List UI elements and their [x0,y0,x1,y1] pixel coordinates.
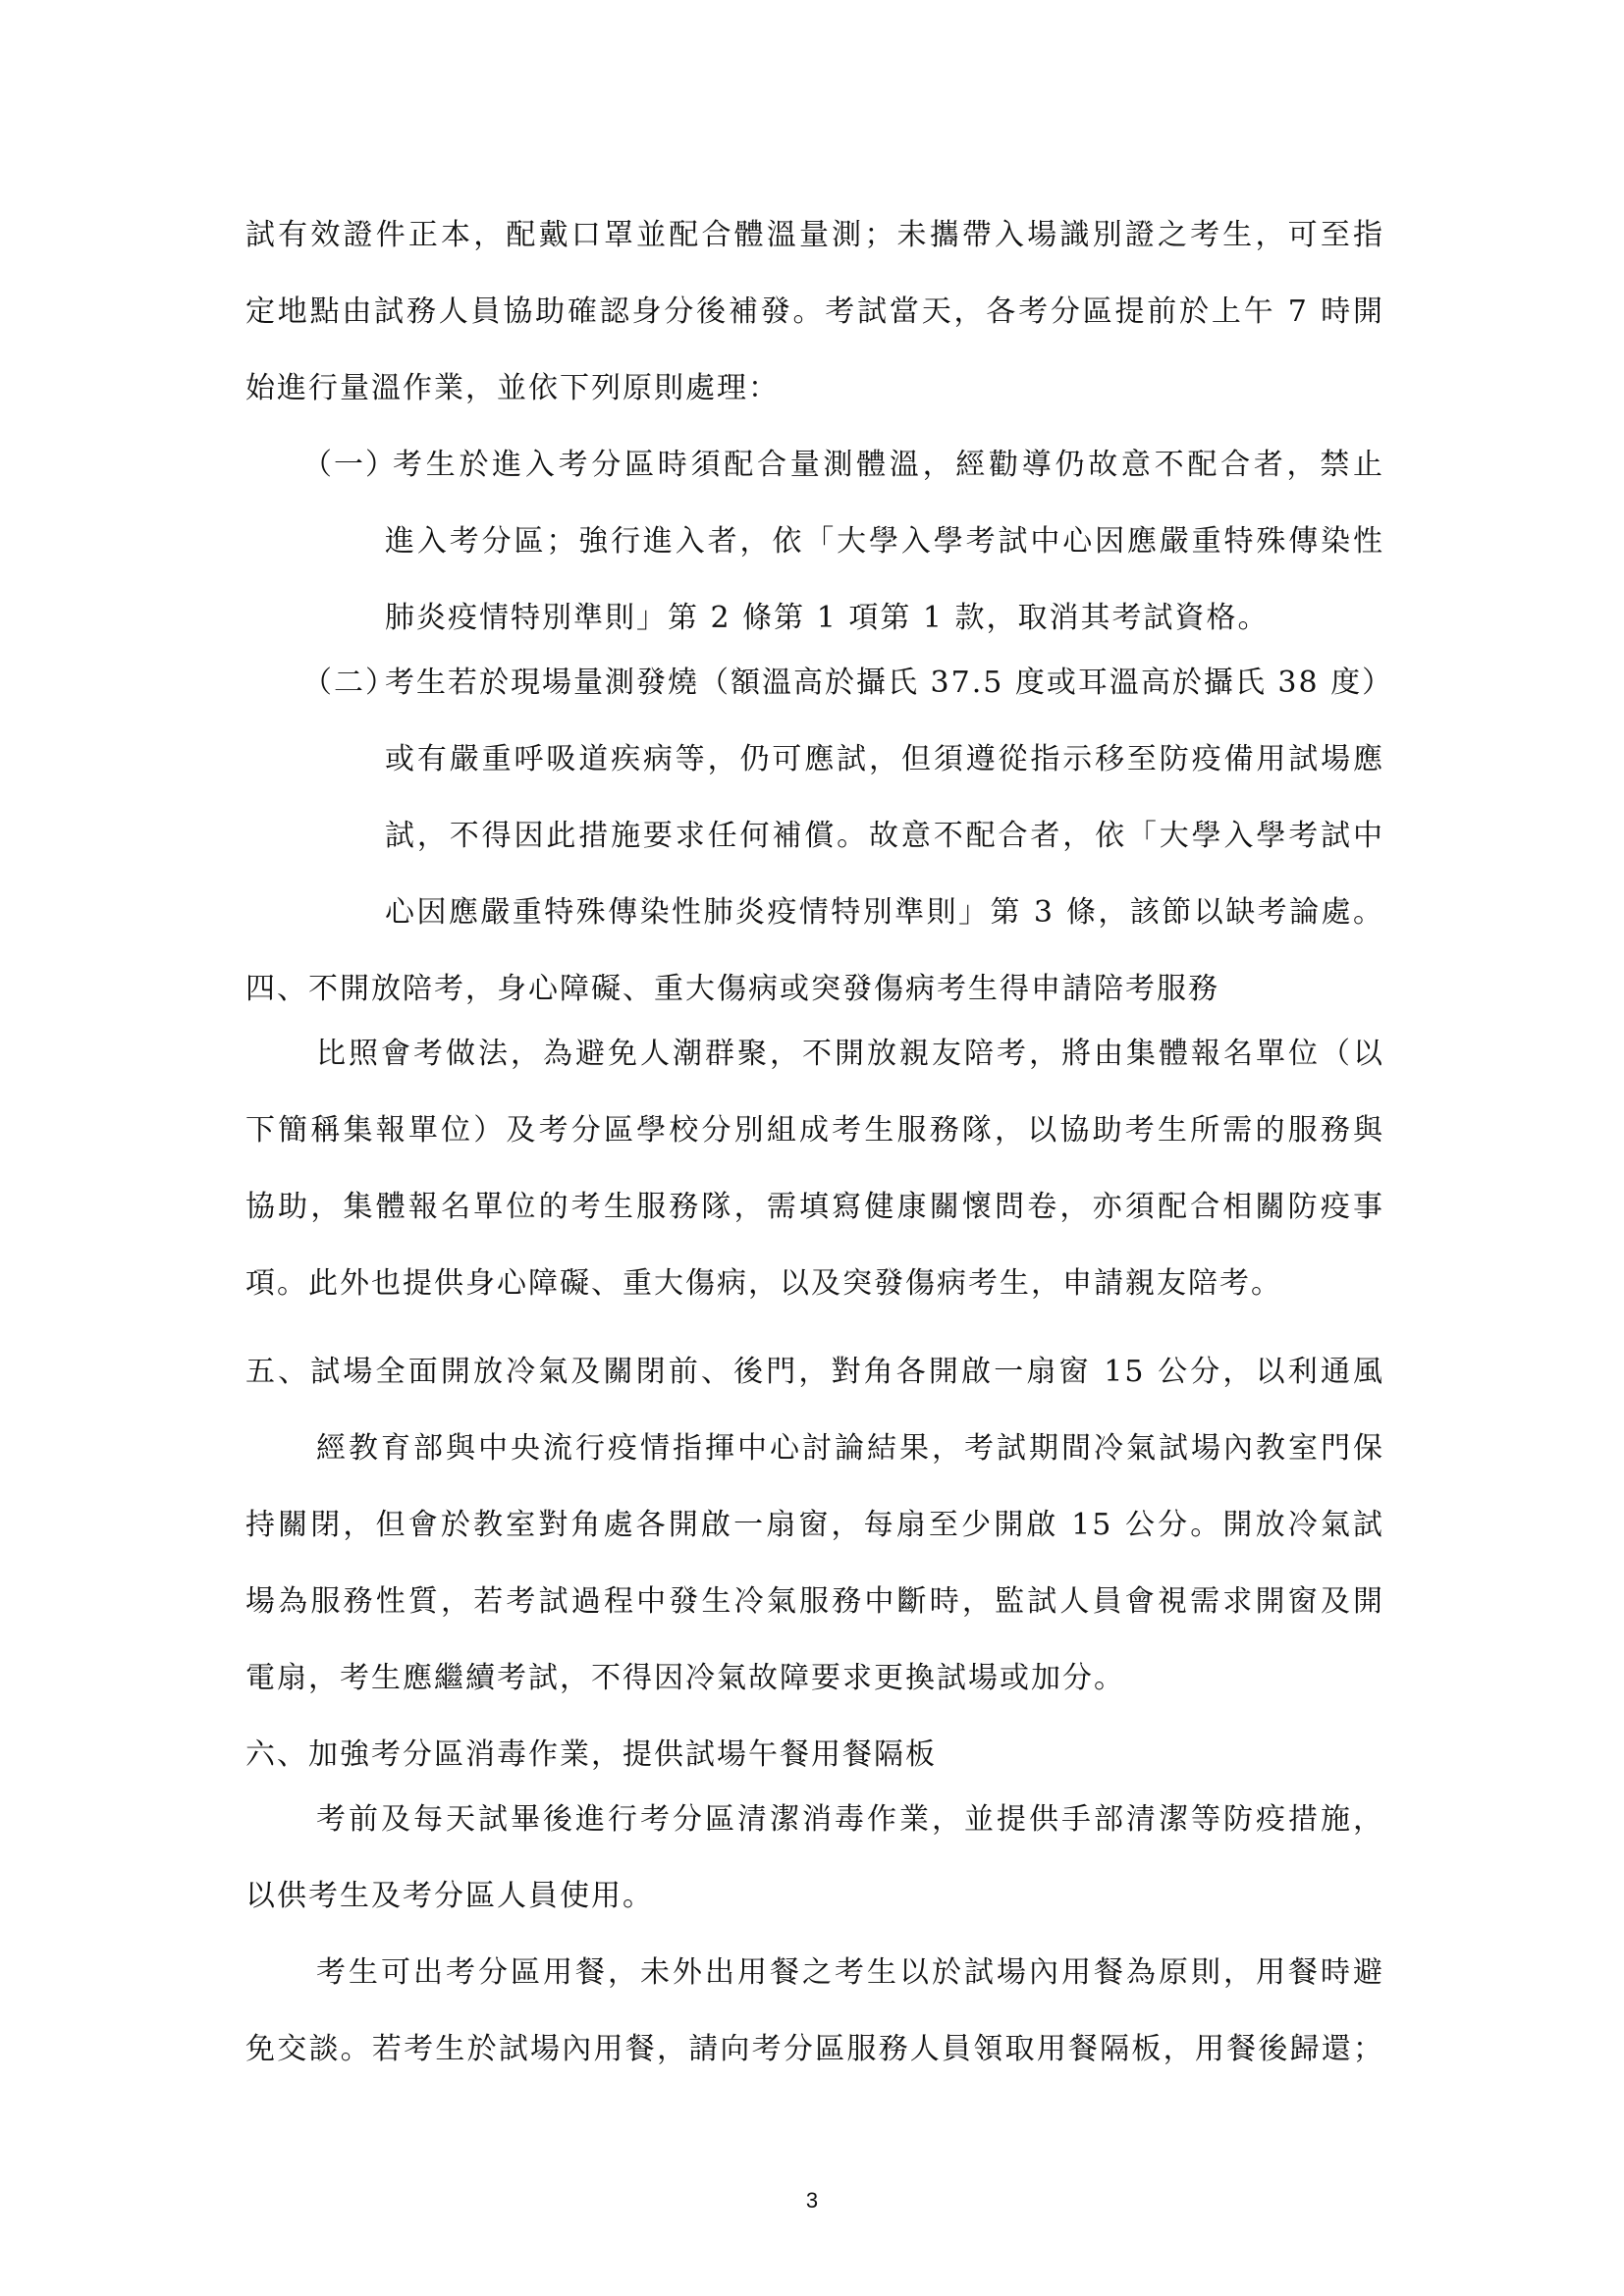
item2-line-1: 考生若於現場量測發燒（額溫高於攝氏 37.5 度或耳溫高於攝氏 38 度） [385,666,1394,700]
section6-para2-line-1: 考生可出考分區用餐，未外出用餐之考生以於試場內用餐為原則，用餐時避 [316,1955,1384,1990]
page-number: 3 [805,2188,819,2213]
section5-line-4: 電扇，考生應繼續考試，不得因冷氣故障要求更換試場或加分。 [245,1661,1125,1695]
item2-line-2: 或有嚴重呼吸道疾病等，仍可應試，但須遵從指示移至防疫備用試場應 [385,742,1384,776]
intro-line-1: 試有效證件正本，配戴口罩並配合體溫量測；未攜帶入場識別證之考生，可至指 [245,218,1384,252]
item1-line-1: 考生於進入考分區時須配合量測體溫，經勸導仍故意不配合者，禁止 [393,448,1384,482]
intro-line-2: 定地點由試務人員協助確認身分後補發。考試當天，各考分區提前於上午 7 時開 [245,294,1384,329]
section5-heading: 五、試場全面開放冷氣及關閉前、後門，對角各開啟一扇窗 15 公分，以利通風 [245,1355,1384,1389]
section5-line-1: 經教育部與中央流行疫情指揮中心討論結果，考試期間冷氣試場內教室門保 [316,1431,1384,1466]
item2-line-3: 試，不得因此措施要求任何補償。故意不配合者，依「大學入學考試中 [385,819,1384,853]
section6-para2-line-2: 免交談。若考生於試場內用餐，請向考分區服務人員領取用餐隔板，用餐後歸還； [245,2032,1384,2066]
section6-heading: 六、加強考分區消毒作業，提供試場午餐用餐隔板 [245,1737,937,1772]
section4-line-1: 比照會考做法，為避免人潮群聚，不開放親友陪考，將由集體報名單位（以 [316,1037,1384,1071]
section4-line-4: 項。此外也提供身心障礙、重大傷病，以及突發傷病考生，申請親友陪考。 [245,1266,1282,1301]
intro-line-3: 始進行量溫作業，並依下列原則處理： [245,371,780,405]
section4-line-3: 協助，集體報名單位的考生服務隊，需填寫健康關懷問卷，亦須配合相關防疫事 [245,1190,1384,1224]
item1-line-2: 進入考分區；強行進入者，依「大學入學考試中心因應嚴重特殊傳染性 [385,524,1384,559]
item1-marker: （一） [302,448,397,482]
section6-para1-line-2: 以供考生及考分區人員使用。 [245,1879,654,1913]
item2-line-4: 心因應嚴重特殊傳染性肺炎疫情特別準則」第 3 條，該節以缺考論處。 [385,895,1384,930]
section4-line-2: 下簡稱集報單位）及考分區學校分別組成考生服務隊，以協助考生所需的服務與 [245,1113,1384,1148]
item1-line-3: 肺炎疫情特別準則」第 2 條第 1 項第 1 款，取消其考試資格。 [385,601,1270,635]
section4-heading: 四、不開放陪考，身心障礙、重大傷病或突發傷病考生得申請陪考服務 [245,972,1219,1006]
section5-line-3: 場為服務性質，若考試過程中發生冷氣服務中斷時，監試人員會視需求開窗及開 [245,1584,1384,1619]
section5-line-2: 持關閉，但會於教室對角處各開啟一扇窗，每扇至少開啟 15 公分。開放冷氣試 [245,1508,1384,1542]
item2-marker: （二） [302,666,397,700]
section6-para1-line-1: 考前及每天試畢後進行考分區清潔消毒作業，並提供手部清潔等防疫措施， [316,1802,1384,1837]
